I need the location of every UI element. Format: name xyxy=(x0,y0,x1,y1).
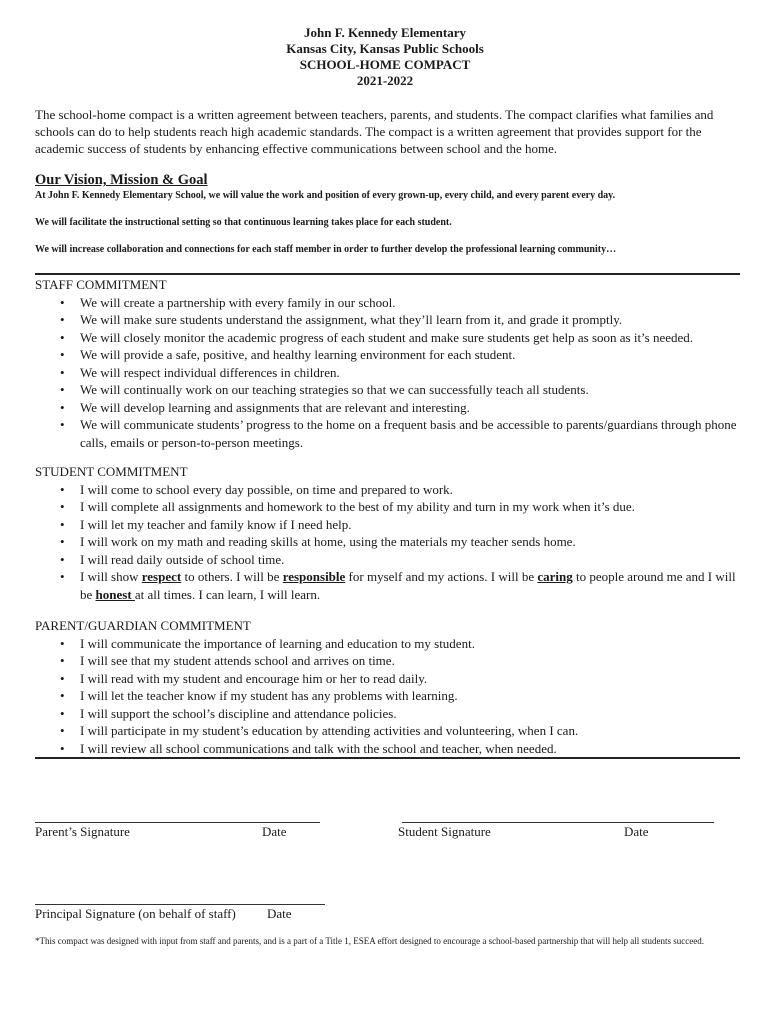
vision-heading: Our Vision, Mission & Goal xyxy=(35,172,208,188)
intro-paragraph: The school-home compact is a written agreement between teachers, parents, and students. The compact clarifies what families and schools can do to help students reach high academic standards. The compact is a written agreement that provides support for the academic success of students by enhancing effective communications between school and the home. xyxy=(35,107,714,156)
list-item: • I will review all school communications and talk with the school and teacher, when needed. xyxy=(80,740,740,758)
principal-signature-label: Principal Signature (on behalf of staff) xyxy=(35,906,236,921)
keyword-responsible: responsible xyxy=(282,569,346,584)
parent-commitment-title: PARENT/GUARDIAN COMMITMENT xyxy=(35,618,251,633)
district-name: Kansas City, Kansas Public Schools xyxy=(286,41,484,56)
list-item: • We will make sure students understand the assignment, what they’ll learn from it, and grade it promptly. xyxy=(80,311,740,329)
parent-signature-label: Parent’s Signature xyxy=(35,824,130,839)
list-item: • We will create a partnership with every family in our school. xyxy=(80,294,740,312)
list-item: • I will come to school every day possible, on time and prepared to work. xyxy=(80,481,740,499)
divider-top xyxy=(35,273,740,275)
list-item: • I will support the school’s discipline and attendance policies. xyxy=(80,705,740,723)
principal-signature-line[interactable] xyxy=(35,904,325,905)
list-item: • We will respect individual differences in children. xyxy=(80,364,740,382)
keyword-honest: honest xyxy=(95,586,135,602)
list-item: • I will read with my student and encourage him or her to read daily. xyxy=(80,670,740,688)
student-date-label: Date xyxy=(624,824,649,839)
parent-commitment-list xyxy=(35,635,740,758)
student-commitment xyxy=(35,463,740,603)
student-commitment-title: STUDENT COMMITMENT xyxy=(35,464,188,479)
school-name: John F. Kennedy Elementary xyxy=(303,25,467,40)
keyword-caring: caring xyxy=(537,569,573,584)
staff-commitment-title: STAFF COMMITMENT xyxy=(35,277,167,292)
list-item: • We will closely monitor the academic progress of each student and make sure students get help as soon as it’s needed. xyxy=(80,329,740,347)
list-item: • I will let the teacher know if my student has any problems with learning. xyxy=(80,687,740,705)
staff-commitment-list xyxy=(35,294,740,452)
parent-commitment xyxy=(35,617,740,757)
list-item: • I will complete all assignments and homework to the best of my ability and turn in my work when it’s due. xyxy=(80,498,740,516)
principal-date-label: Date xyxy=(267,906,292,921)
goal-line: We will increase collaboration and connections for each staff member in order to further develop the professional learning community… xyxy=(35,244,617,255)
list-item: • I will work on my math and reading skills at home, using the materials my teacher sends home. xyxy=(80,533,740,551)
document-title: SCHOOL-HOME COMPACT xyxy=(299,57,471,72)
student-signature-label: Student Signature xyxy=(398,824,491,839)
staff-commitment xyxy=(35,276,740,451)
parent-signature-line[interactable] xyxy=(35,822,320,823)
footnote: *This compact was designed with input from staff and parents, and is a part of a Title 1, ESEA effort designed to encourage a school-based partnership that will help all students succeed. xyxy=(35,936,705,946)
student-signature-line[interactable] xyxy=(402,822,714,823)
keyword-respect: respect xyxy=(141,569,182,584)
mission-line: We will facilitate the instructional setting so that continuous learning takes place for each student. xyxy=(35,217,452,228)
vision-line: At John F. Kennedy Elementary School, we will value the work and position of every grown-up, every child, and every parent every day. xyxy=(35,190,616,201)
list-item: • I will communicate the importance of learning and education to my student. xyxy=(80,635,740,653)
list-item: • I will read daily outside of school time. xyxy=(80,551,740,569)
document-header xyxy=(0,25,770,89)
list-item: • I will participate in my student’s education by attending activities and volunteering, when I can. xyxy=(80,722,740,740)
student-commitment-list xyxy=(35,481,740,604)
divider-bottom xyxy=(35,757,740,759)
parent-date-label: Date xyxy=(262,824,287,839)
list-item: • I will see that my student attends school and arrives on time. xyxy=(80,652,740,670)
list-item: • We will communicate students’ progress to the home on a frequent basis and be accessible to parents/guardians through phone calls, emails or person-to-person meetings. xyxy=(80,416,740,451)
list-item: • We will develop learning and assignments that are relevant and interesting. xyxy=(80,399,740,417)
values-list-item: • I will show respect to others. I will be responsible for myself and my actions. I will be caring to people around me and I will be honest at all times. I can learn, I will learn. xyxy=(80,568,740,603)
list-item: • We will provide a safe, positive, and healthy learning environment for each student. xyxy=(80,346,740,364)
list-item: • I will let my teacher and family know if I need help. xyxy=(80,516,740,534)
school-year: 2021-2022 xyxy=(356,73,414,88)
list-item: • We will continually work on our teaching strategies so that we can successfully teach all students. xyxy=(80,381,740,399)
